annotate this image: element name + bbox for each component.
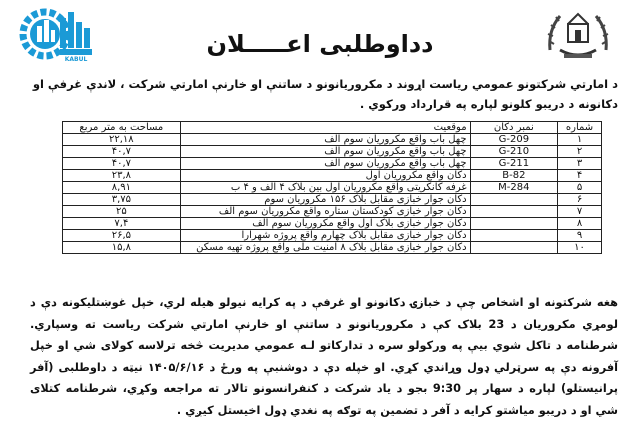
- row-area: ۸,۹۱: [63, 182, 181, 194]
- row-area: ۲۶,۵: [63, 230, 181, 242]
- row-num: ۲: [558, 146, 602, 158]
- row-location: دکان واقع مکروريان اول: [180, 170, 470, 182]
- row-location: غرفه کانکريتی واقع مکروريان اول بين بلاک ۴ الف و ۴ ب: [180, 182, 470, 194]
- row-code: [470, 194, 558, 206]
- table-row: [63, 170, 602, 182]
- row-num: ۳: [558, 158, 602, 170]
- row-code: [470, 206, 558, 218]
- logo-left-text: KABUL: [64, 56, 88, 62]
- row-code: B-82: [470, 170, 558, 182]
- row-area: ۴۰,۷: [63, 158, 181, 170]
- row-num: ۱۰: [558, 242, 602, 254]
- row-area: ۳,۷۵: [63, 194, 181, 206]
- notice-header: [0, 0, 640, 70]
- intro-paragraph: د امارتي شرکتونو عمومي رياست اړوند د مکروريانونو د ساتنې او خارنې امارتي شرکت ، لاندې غرفې او دکانونه د دريبو کلونو لپاره په قرارداد ورکوي .: [32, 77, 618, 111]
- table-row: [63, 182, 602, 194]
- row-location: دکان جوار خبازی مقابل بلاک چهارم واقع پروژه شهرارا: [180, 230, 470, 242]
- row-code: G-209: [470, 134, 558, 146]
- row-area: ۲۲,۱۸: [63, 134, 181, 146]
- table-row: [63, 146, 602, 158]
- row-code: [470, 230, 558, 242]
- header-num: شماره: [558, 122, 602, 134]
- row-location: دکان جوار خبازی بلاک اول واقع مکروريان سوم الف: [180, 218, 470, 230]
- table-row: [63, 230, 602, 242]
- row-area: ۲۳,۸: [63, 170, 181, 182]
- table-row: [63, 158, 602, 170]
- emirate-emblem-icon: [544, 4, 612, 64]
- row-location: چهل باب واقع مکروريان سوم الف: [180, 134, 470, 146]
- building-gear-logo-icon: [18, 6, 104, 62]
- table-row: [63, 134, 602, 146]
- header-location: موقعيت: [180, 122, 470, 134]
- row-location: چهل باب واقع مکروريان سوم الف: [180, 158, 470, 170]
- header-code: نمبر دکان: [470, 122, 558, 134]
- row-area: ۴۰,۷: [63, 146, 181, 158]
- row-location: دکان جوار خبازی کودکستان ستاره واقع مکروريان سوم الف: [180, 206, 470, 218]
- table-row: [63, 194, 602, 206]
- header-area: مساحت به متر مربع: [63, 122, 181, 134]
- row-num: ۱: [558, 134, 602, 146]
- row-num: ۸: [558, 218, 602, 230]
- row-location: چهل باب واقع مکروريان سوم الف: [180, 146, 470, 158]
- row-num: ۵: [558, 182, 602, 194]
- row-num: ۹: [558, 230, 602, 242]
- row-location: دکان جوار خبازی مقابل بلاک ۸ امنيت ملی واقع پروژه تهيه مسکن: [180, 242, 470, 254]
- row-num: ۶: [558, 194, 602, 206]
- row-code: [470, 242, 558, 254]
- row-code: [470, 218, 558, 230]
- row-num: ۴: [558, 170, 602, 182]
- row-area: ۲۵: [63, 206, 181, 218]
- row-location: دکان جوار خبازی مقابل بلاک ۱۵۶ مکروريان سوم: [180, 194, 470, 206]
- row-code: G-211: [470, 158, 558, 170]
- shops-table: [62, 121, 602, 254]
- row-num: ۷: [558, 206, 602, 218]
- page-title: دداوطلبی اعـــــلان: [206, 30, 434, 58]
- row-area: ۷,۴: [63, 218, 181, 230]
- table-row: [63, 242, 602, 254]
- row-code: M-284: [470, 182, 558, 194]
- row-area: ۱۵,۸: [63, 242, 181, 254]
- table-header-row: [63, 122, 602, 134]
- table-row: [63, 218, 602, 230]
- body-paragraph: هغه شرکتونه او اشخاص چې د خبازۍ دکانونو او غرفې د په کرايه نيولو هيله لري، خپل غوښتليکونه دې د لومړي مکروريان د 23 بلاک کې د مکروريانونو د ساتنې او خارنې امارتي شرکت رياست ته وسپاري. شرطنامه د تاکل شوي بيې په ورکولو سره د تدارکاتو لـه عمومي مديريت څخه ترلاسه کولای شي او خپل آفرونه دې په سرټرلي ډول وړاندي کړي. او خپله دې د دوشنبې په ورځ د ۱۴۰۵/۶/۱۶ نيټه د داوطلبی (آفر پرانيستلو) لپاره د سهار پر 9:30 بجو د ياد شرکت د کنفرانسونو تالار ته مراجعه وکړي، شرطنامه کتلای شي او د دريبو مياشتو کرايه د آفر د تضمين په توګه په نغدي ډول اخيستل کيږي .: [30, 296, 618, 417]
- row-code: G-210: [470, 146, 558, 158]
- table-row: [63, 206, 602, 218]
